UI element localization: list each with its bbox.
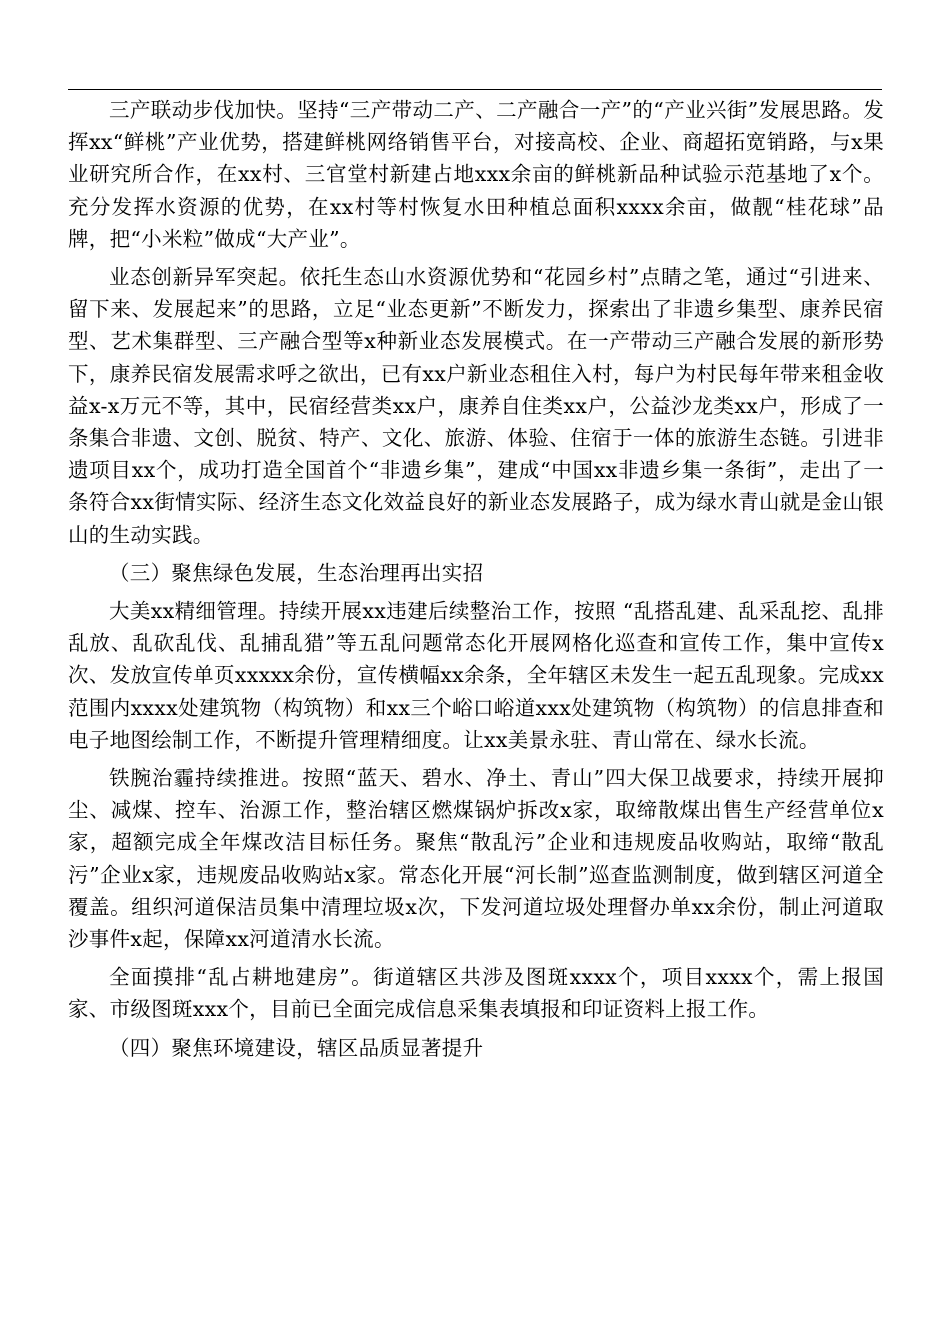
section-heading-environment: （四）聚焦环境建设，辖区品质显著提升 xyxy=(109,1035,484,1060)
paragraph-industry-linkage: 三产联动步伐加快。坚持“三产带动二产、二产融合一产”的“产业兴街”发展思路。发挥xx“鲜桃”产业优势，搭建鲜桃网络销售平台，对接高校、企业、商超拓宽销路，与x果业研究所合作，在xx村、三官堂村新建占地xxx余亩的鲜桃新品种试验示范基地了x个。充分发挥水资源的优势，在xx村等村恢复水田种植总面积xxxx余亩，做靓“桂花球”品牌，把“小米粒”做成“大产业”。 xyxy=(68,98,884,251)
paragraph-fine-management: 大美xx精细管理。持续开展xx违建后续整治工作，按照 “乱搭乱建、乱采乱挖、乱排乱放、乱砍乱伐、乱捕乱猎”等五乱问题常态化开展网格化巡查和宣传工作，集中宣传x次、发放宣传单页xxxxx余份，宣传横幅xx余条，全年辖区未发生一起五乱现象。完成xx范围内xxxx处建筑物（构筑物）和xx三个峪口峪道xxx处建筑物（构筑物）的信息排查和电子地图绘制工作，不断提升管理精细度。让xx美景永驻、青山常在、绿水长流。 xyxy=(68,599,884,752)
paragraph-business-innovation: 业态创新异军突起。依托生态山水资源优势和“花园乡村”点睛之笔，通过“引进来、留下来、发展起来”的思路，立足“业态更新”不断发力，探索出了非遗乡集型、康养民宿型、艺术集群型、三产融合型等x种新业态发展模式。在一产带动三产融合发展的新形势下，康养民宿发展需求呼之欲出，已有xx户新业态租住入村，每户为村民每年带来租金收益x-x万元不等，其中，民宿经营类xx户，康养自住类xx户，公益沙龙类xx户，形成了一条集合非遗、文创、脱贫、特产、文化、旅游、体验、住宿于一体的旅游生态链。引进非遗项目xx个，成功打造全国首个“非遗乡集”，建成“中国xx非遗乡集一条街”，走出了一条符合xx街情实际、经济生态文化效益良好的新业态发展路子，成为绿水青山就是金山银山的生动实践。 xyxy=(68,265,884,547)
section-heading-green-development: （三）聚焦绿色发展，生态治理再出实招 xyxy=(109,560,484,585)
paragraph-farmland-survey: 全面摸排“乱占耕地建房”。街道辖区共涉及图斑xxxx个，项目xxxx个，需上报国家、市级图斑xxx个，目前已全面完成信息采集表填报和印证资料上报工作。 xyxy=(68,965,884,1022)
header-rule xyxy=(68,89,882,90)
paragraph-smog-control: 铁腕治霾持续推进。按照“蓝天、碧水、净土、青山”四大保卫战要求，持续开展抑尘、减煤、控车、治源工作，整治辖区燃煤锅炉拆改x家，取缔散煤出售生产经营单位x家，超额完成全年煤改洁目标任务。聚焦“散乱污”企业和违规废品收购站，取缔“散乱污”企业x家，违规废品收购站x家。常态化开展“河长制”巡查监测制度，做到辖区河道全覆盖。组织河道保洁员集中清理垃圾x次，下发河道垃圾处理督办单xx余份，制止河道取沙事件x起，保障xx河道清水长流。 xyxy=(68,766,884,952)
document-body xyxy=(68,94,884,1064)
